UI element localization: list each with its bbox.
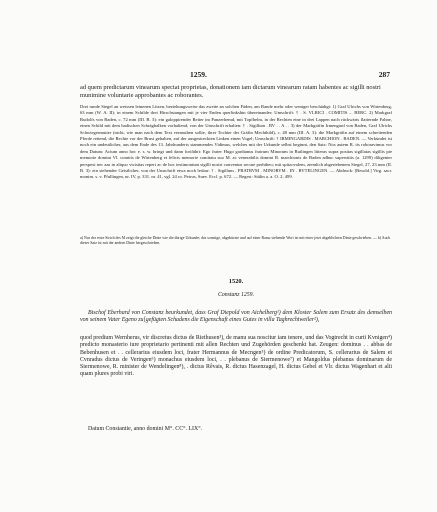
page-number: 287 [378,70,390,79]
document-place-date: Constanz 1259. [217,292,255,298]
document-abstract: Bischof Eberhard von Constanz beurkundet, dass Graf Diepold von Aichelberg¹) dem Kloster Salem zum Ersatz des demselben von seinem Vater Egeno zu[gefügten Schadens die Eigenschaft eines Gutes in villa Taghrechtweiler²), [80,310,392,324]
document-number: 1520. [228,278,244,285]
main-text: ad quem predictarum vinearum spectat proprietas, donationem iam dictarum vinearum ratam habentes ac sigilli nostri munimine voluntarie approbantes ac roborantes. [80,84,381,100]
header-year: 1259. [190,70,207,79]
running-header [80,70,390,82]
charter-text: quod predium Wernherus, vir discretus dictus de Riethusen³), de manu sua noscitur iam tenere, und das Vogtrecht in curti Kvnigen⁴) predicto monasterio iure proprietario pertinenti mit allen Rechten und Zugehörden geschenkt hat. Zeugen: dominus . . abbas de Bebenhusen et . . cellerarius eiusdem loci, frater Hermannus de Mecngen⁵) de ordine Predicatorum, S. cellerarius de Salem et Cvnradus dictus de Veringen⁶) monachus eiusdem loci, . . plebanus de Siermenowe⁷) et Mangoldus plebanus dominarum de Siermenowe, R. minister de Wendelingen⁸), . dictus Rêvais, R. dictus Hasenzagel, H. dictus Gebel et Vlr. dictus Wagenhart et alii quam plures probi viri. [80,335,392,378]
charter-dating: Datum Constantie, anno domini M°. CC°. LIX°. [88,426,203,432]
seal-notes: Drei runde Siegel an weissen leinenen Litzen, beziehungsweise das zweite an solchen Fäden, am Rande mehr oder weniger beschädigt: 1) Graf Ulrichs von Wirtenberg, 63 mm (W. A. II): in einem Schilde drei Hirschstangen mit je vier Enden querlinkshin übereinander; Umschrift: † . S. VLRICI . COMITIS ... BERC. 2) Markgraf Rudolfs von Baden, c. 72 mm (III. B. 3): ein galoppirender Reiter im Panzerhemd, mit Topfhelm, in der Rechten eine in drei Lappen nach rückwärts flatternde Fahne, einen Schild mit dem badischen Schrägbalken vorhaltend, von der Umschrift erhalten: † . Sigillum . RV . . A . . 3) der Markgräfin Irmengard von Baden, Graf Ulrichs Schwiegermutter (nicht, wie man nach dem Text vermuthen sollte, ihrer Tochter der Gräfin Mechthild), c. 48 mm (III. A. 3): die Markgräfin auf einem schreitenden Pferde reitend, die Rechte vor der Brust gehalten, auf der ausgestreckten Linken einen Vogel; Umschrift: † IRMINGARDIS . MARCHION . BADEN. — Verkündet ist noch ein undeutlicher, aus dem Ende des 13. Jahrhunderts stammendes Vidimus, welches mit der Urkunde selbst beginnt, den Satz: Nos autem R. iis roboravimus vor dem Datum: Actum anno hoc e. s. w. bringt und dann fortfährt: Ego frater Hugo gardianus fratrum Minorum in Rutlingen litteras supra positas sigillatas sigillis pie memorie domini Vl. comitis de Wirtenberg et felicis memorie comitatu suo M. ac venerabilis domini R. marchionis de Baden adhuc superstitis (a. 1299) diligenter perspexi nec aas in aliquo vicisitas reperi ac de hoc testimonium sigilli nostri conventus secure perhibeo; mit spitzovalem, ziemlich abgeriebenem Siegel, 27, 23 mm (II. B. 3): ein stehender Geistlicher, von der Umschrift etwa noch lesbar: † . Sigillum . FRATRVM . MINORVM . IN . RVTELINGEN. — Abdruck: [Besold.] Virg. sacr. monim. s. v. Pfullingen, nr. IV, p. 331. nr. 41, vgl. 24 ro. Petrus, Suev. Eccl. p. 672. — Regest: Stälin a. a. O. 2, 499. [80,104,392,180]
footnotes: a) Nur der erste Strich des M zeigt die gleiche Dinte wie die übrige Urkunde; das sonstige, abgekürzte und auf einer Rasur stehende Wort ist mit einer jetzt abgeblichten Dinte geschrieben. — b) Auch dieser Satz ist mit der andern Dinte hergeschrieben. [80,236,391,246]
